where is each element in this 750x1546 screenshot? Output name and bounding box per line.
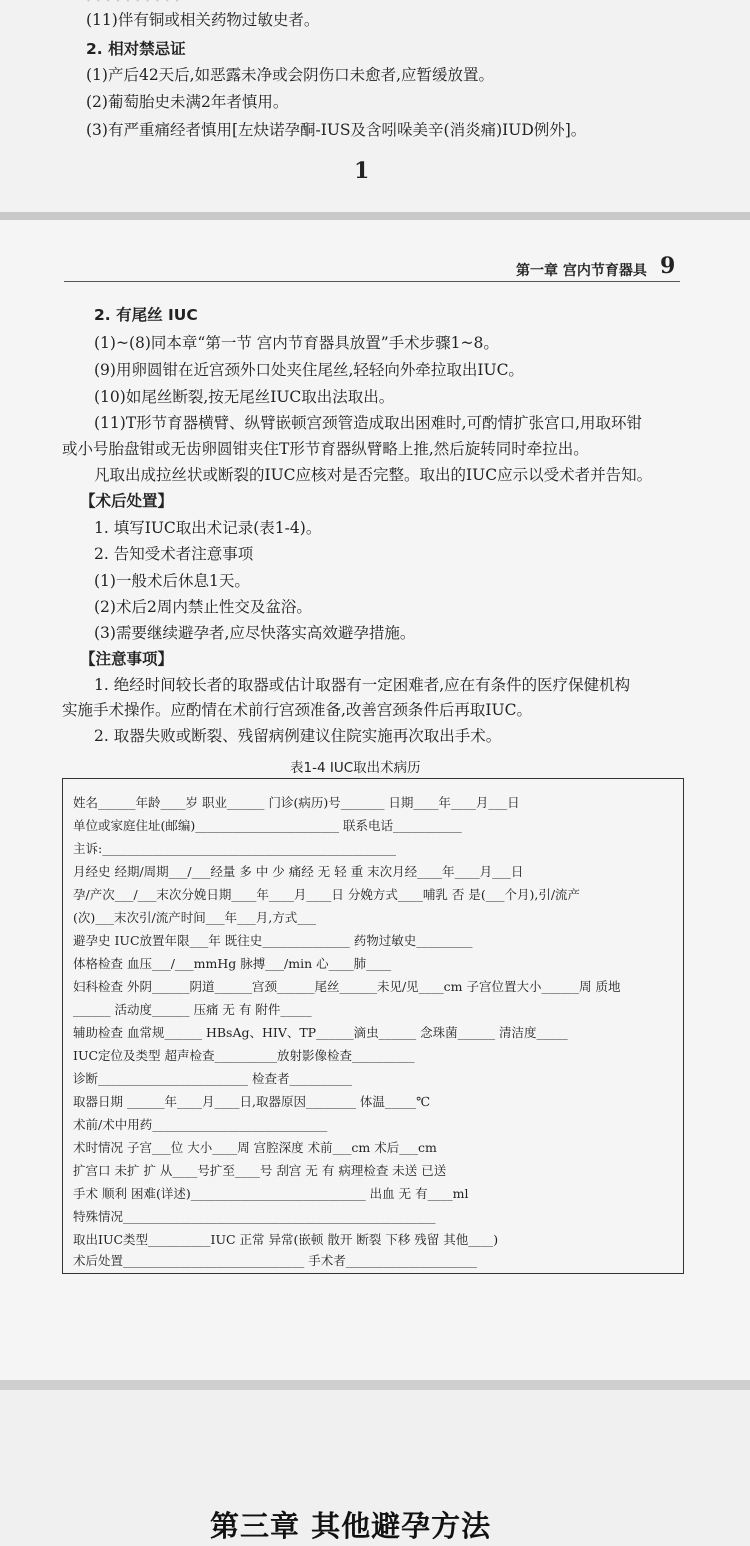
step-9: (9)用卵圆钳在近宫颈外口处夹住尾丝,轻轻向外牵拉取出IUC。 [94,361,524,379]
form-row: 姓名______年龄____岁 职业______ 门诊(病历)号_______ 日期____年____月___日 [73,795,520,810]
running-header-page-number: 9 [660,253,676,279]
form-row: 单位或家庭住址(邮编)_______________________ 联系电话___________ [73,818,462,833]
precaution-1-line-2: 实施手术操作。应酌情在术前行宫颈准备,改善宫颈条件后再取IUC。 [62,701,532,719]
relative-contraindication-heading: 2. 相对禁忌证 [86,40,186,58]
form-row: 体格检查 血压___/___mmHg 脉搏___/min 心____肺____ [73,956,392,971]
post-op-2-1: (1)一般术后休息1天。 [94,572,250,590]
with-tail-heading: 2. 有尾丝 IUC [94,306,198,324]
previous-page [0,0,750,212]
form-row: 诊断________________________ 检查者__________ [73,1071,352,1086]
form-row: 术后处置_____________________________ 手术者_____________________ [73,1253,477,1268]
step-11-line-1: (11)T形节育器横臂、纵臂嵌顿宫颈管造成取出困难时,可酌情扩张宫口,用取环钳 [94,414,643,432]
form-row: (次)___末次引/流产时间___年___月,方式___ [73,910,316,925]
page-gap [0,212,750,220]
precaution-1-line-1: 1. 绝经时间较长者的取器或估计取器有一定困难者,应在有条件的医疗保健机构 [94,676,631,694]
precaution-2: 2. 取器失败或断裂、残留病例建议住院实施再次取出手术。 [94,727,502,745]
table-caption: 表1-4 IUC取出术病历 [290,760,421,776]
form-row: 辅助检查 血常规______ HBsAg、HIV、TP______滴虫______ 念珠菌______ 清洁度_____ [73,1025,568,1040]
relative-item-3: (3)有严重痛经者慎用[左炔诺孕酮-IUS及含吲哚美辛(消炎痛)IUD例外]。 [86,121,587,139]
form-row: 手术 顺利 困难(详述)____________________________ 出血 无 有____ml [73,1186,469,1201]
post-op-heading: 【术后处置】 [80,492,174,510]
form-row: IUC定位及类型 超声检查__________放射影像检查__________ [73,1048,415,1063]
header-rule [64,281,680,282]
form-row: 扩宫口 未扩 扩 从____号扩至____号 刮宫 无 有 病理检查 未送 已送 [73,1163,447,1178]
page-number-bottom: 1 [354,158,370,184]
form-row: ______ 活动度______ 压痛 无 有 附件_____ [73,1002,312,1017]
post-op-2-2: (2)术后2周内禁止性交及盆浴。 [94,598,312,616]
step-10: (10)如尾丝断裂,按无尾丝IUC取出法取出。 [94,388,395,406]
precautions-heading: 【注意事项】 [80,650,174,668]
running-header-chapter: 第一章 宫内节育器具 [516,263,647,279]
relative-item-1: (1)产后42天后,如恶露未净或会阴伤口未愈者,应暂缓放置。 [86,66,495,84]
form-row: 术前/术中用药____________________________ [73,1117,328,1132]
form-row: 主诉:_______________________________________________ [73,841,396,856]
form-row: 避孕史 IUC放置年限___年 既往史______________ 药物过敏史_________ [73,933,473,948]
page-gap [0,1380,750,1390]
cut-off-line: · · · · · · · · · · [86,0,180,10]
integrity-note: 凡取出成拉丝状或断裂的IUC应核对是否完整。取出的IUC应示以受术者并告知。 [94,466,653,484]
relative-item-2: (2)葡萄胎史未满2年者慎用。 [86,93,289,111]
form-row: 孕/产次___/___末次分娩日期____年____月____日 分娩方式____哺乳 否 是(___个月),引/流产 [73,887,581,902]
form-row: 妇科检查 外阴______阴道______宫颈______尾丝______未见/见____cm 子宫位置大小______周 质地 [73,979,621,994]
step-11-line-2: 或小号胎盘钳或无齿卵圆钳夹住T形节育器纵臂略上推,然后旋转同时牵拉出。 [62,440,589,458]
contraindication-item-11: (11)伴有铜或相关药物过敏史者。 [86,11,320,29]
form-row: 术时情况 子宫___位 大小____周 宫腔深度 术前___cm 术后___cm [73,1140,437,1155]
form-row: 取器日期 ______年____月____日,取器原因________ 体温_____℃ [73,1094,431,1109]
post-op-2-3: (3)需要继续避孕者,应尽快落实高效避孕措施。 [94,624,416,642]
step-1-8: (1)~(8)同本章“第一节 宫内节育器具放置”手术步骤1~8。 [94,334,499,352]
form-row: 取出IUC类型__________IUC 正常 异常(嵌顿 散开 断裂 下移 残留 其他____) [73,1232,499,1247]
next-page [0,1390,750,1546]
post-op-2: 2. 告知受术者注意事项 [94,545,254,563]
form-row: 特殊情况__________________________________________________ [73,1209,436,1224]
next-chapter-title: 第三章 其他避孕方法 [210,1509,492,1543]
form-row: 月经史 经期/周期___/___经量 多 中 少 痛经 无 轻 重 末次月经____年____月___日 [73,864,524,879]
iuc-removal-record-form [62,778,684,1274]
post-op-1: 1. 填写IUC取出术记录(表1-4)。 [94,519,322,537]
